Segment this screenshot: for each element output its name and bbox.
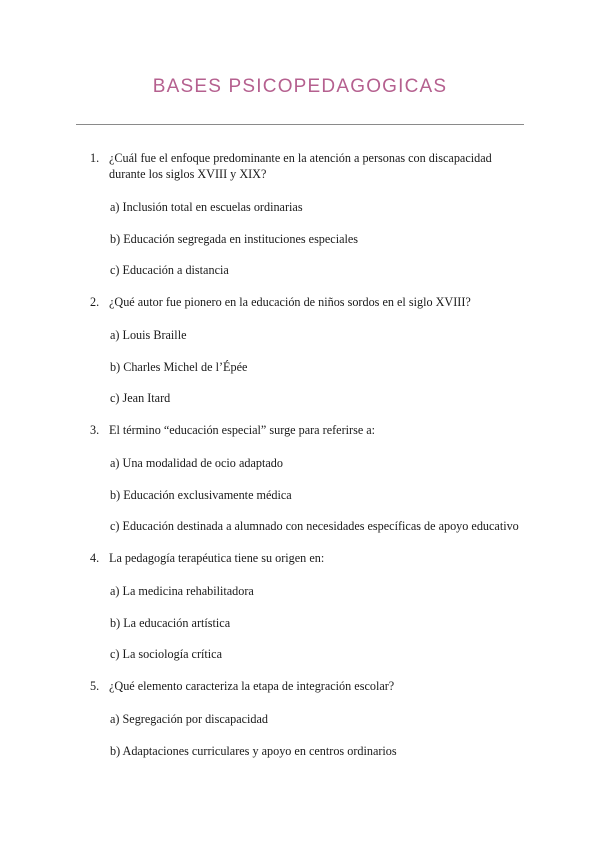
question-5 (90, 679, 509, 695)
question-text: ¿Qué autor fue pionero en la educación de niños sordos en el siglo XVIII? (109, 295, 471, 309)
option-2a: a) Louis Braille (110, 328, 187, 342)
question-text: El término “educación especial” surge para referirse a: (109, 423, 376, 437)
option-1b: b) Educación segregada en instituciones especiales (110, 232, 359, 246)
question-2 (90, 295, 509, 311)
option-1c: c) Educación a distancia (110, 263, 229, 277)
option-2b: b) Charles Michel de l’Épée (110, 360, 248, 374)
question-number: 3. (90, 423, 100, 437)
option-5b: b) Adaptaciones curriculares y apoyo en centros ordinarios (110, 744, 397, 758)
option-1a: a) Inclusión total en escuelas ordinarias (110, 200, 303, 214)
option-5a: a) Segregación por discapacidad (110, 712, 269, 726)
question-text: ¿Cuál fue el enfoque predominante en la atención a personas con discapacidad durante los siglos XVIII y XIX? (109, 151, 492, 181)
title-divider (76, 124, 524, 125)
option-4b: b) La educación artística (110, 616, 231, 630)
question-number: 1. (90, 151, 100, 165)
option-2c: c) Jean Itard (110, 391, 171, 405)
option-3c: c) Educación destinada a alumnado con necesidades específicas de apoyo educativo (110, 519, 519, 533)
question-3 (90, 423, 509, 439)
option-4a: a) La medicina rehabilitadora (110, 584, 254, 598)
option-4c: c) La sociología crítica (110, 647, 223, 661)
question-number: 4. (90, 551, 100, 565)
question-number: 5. (90, 679, 100, 693)
question-1 (90, 151, 509, 182)
question-text: ¿Qué elemento caracteriza la etapa de integración escolar? (109, 679, 395, 693)
page-title: BASES PSICOPEDAGOGICAS (152, 76, 448, 97)
question-4 (90, 551, 509, 567)
question-number: 2. (90, 295, 100, 309)
option-3a: a) Una modalidad de ocio adaptado (110, 456, 283, 470)
question-text: La pedagogía terapéutica tiene su origen en: (109, 551, 325, 565)
option-3b: b) Educación exclusivamente médica (110, 488, 292, 502)
